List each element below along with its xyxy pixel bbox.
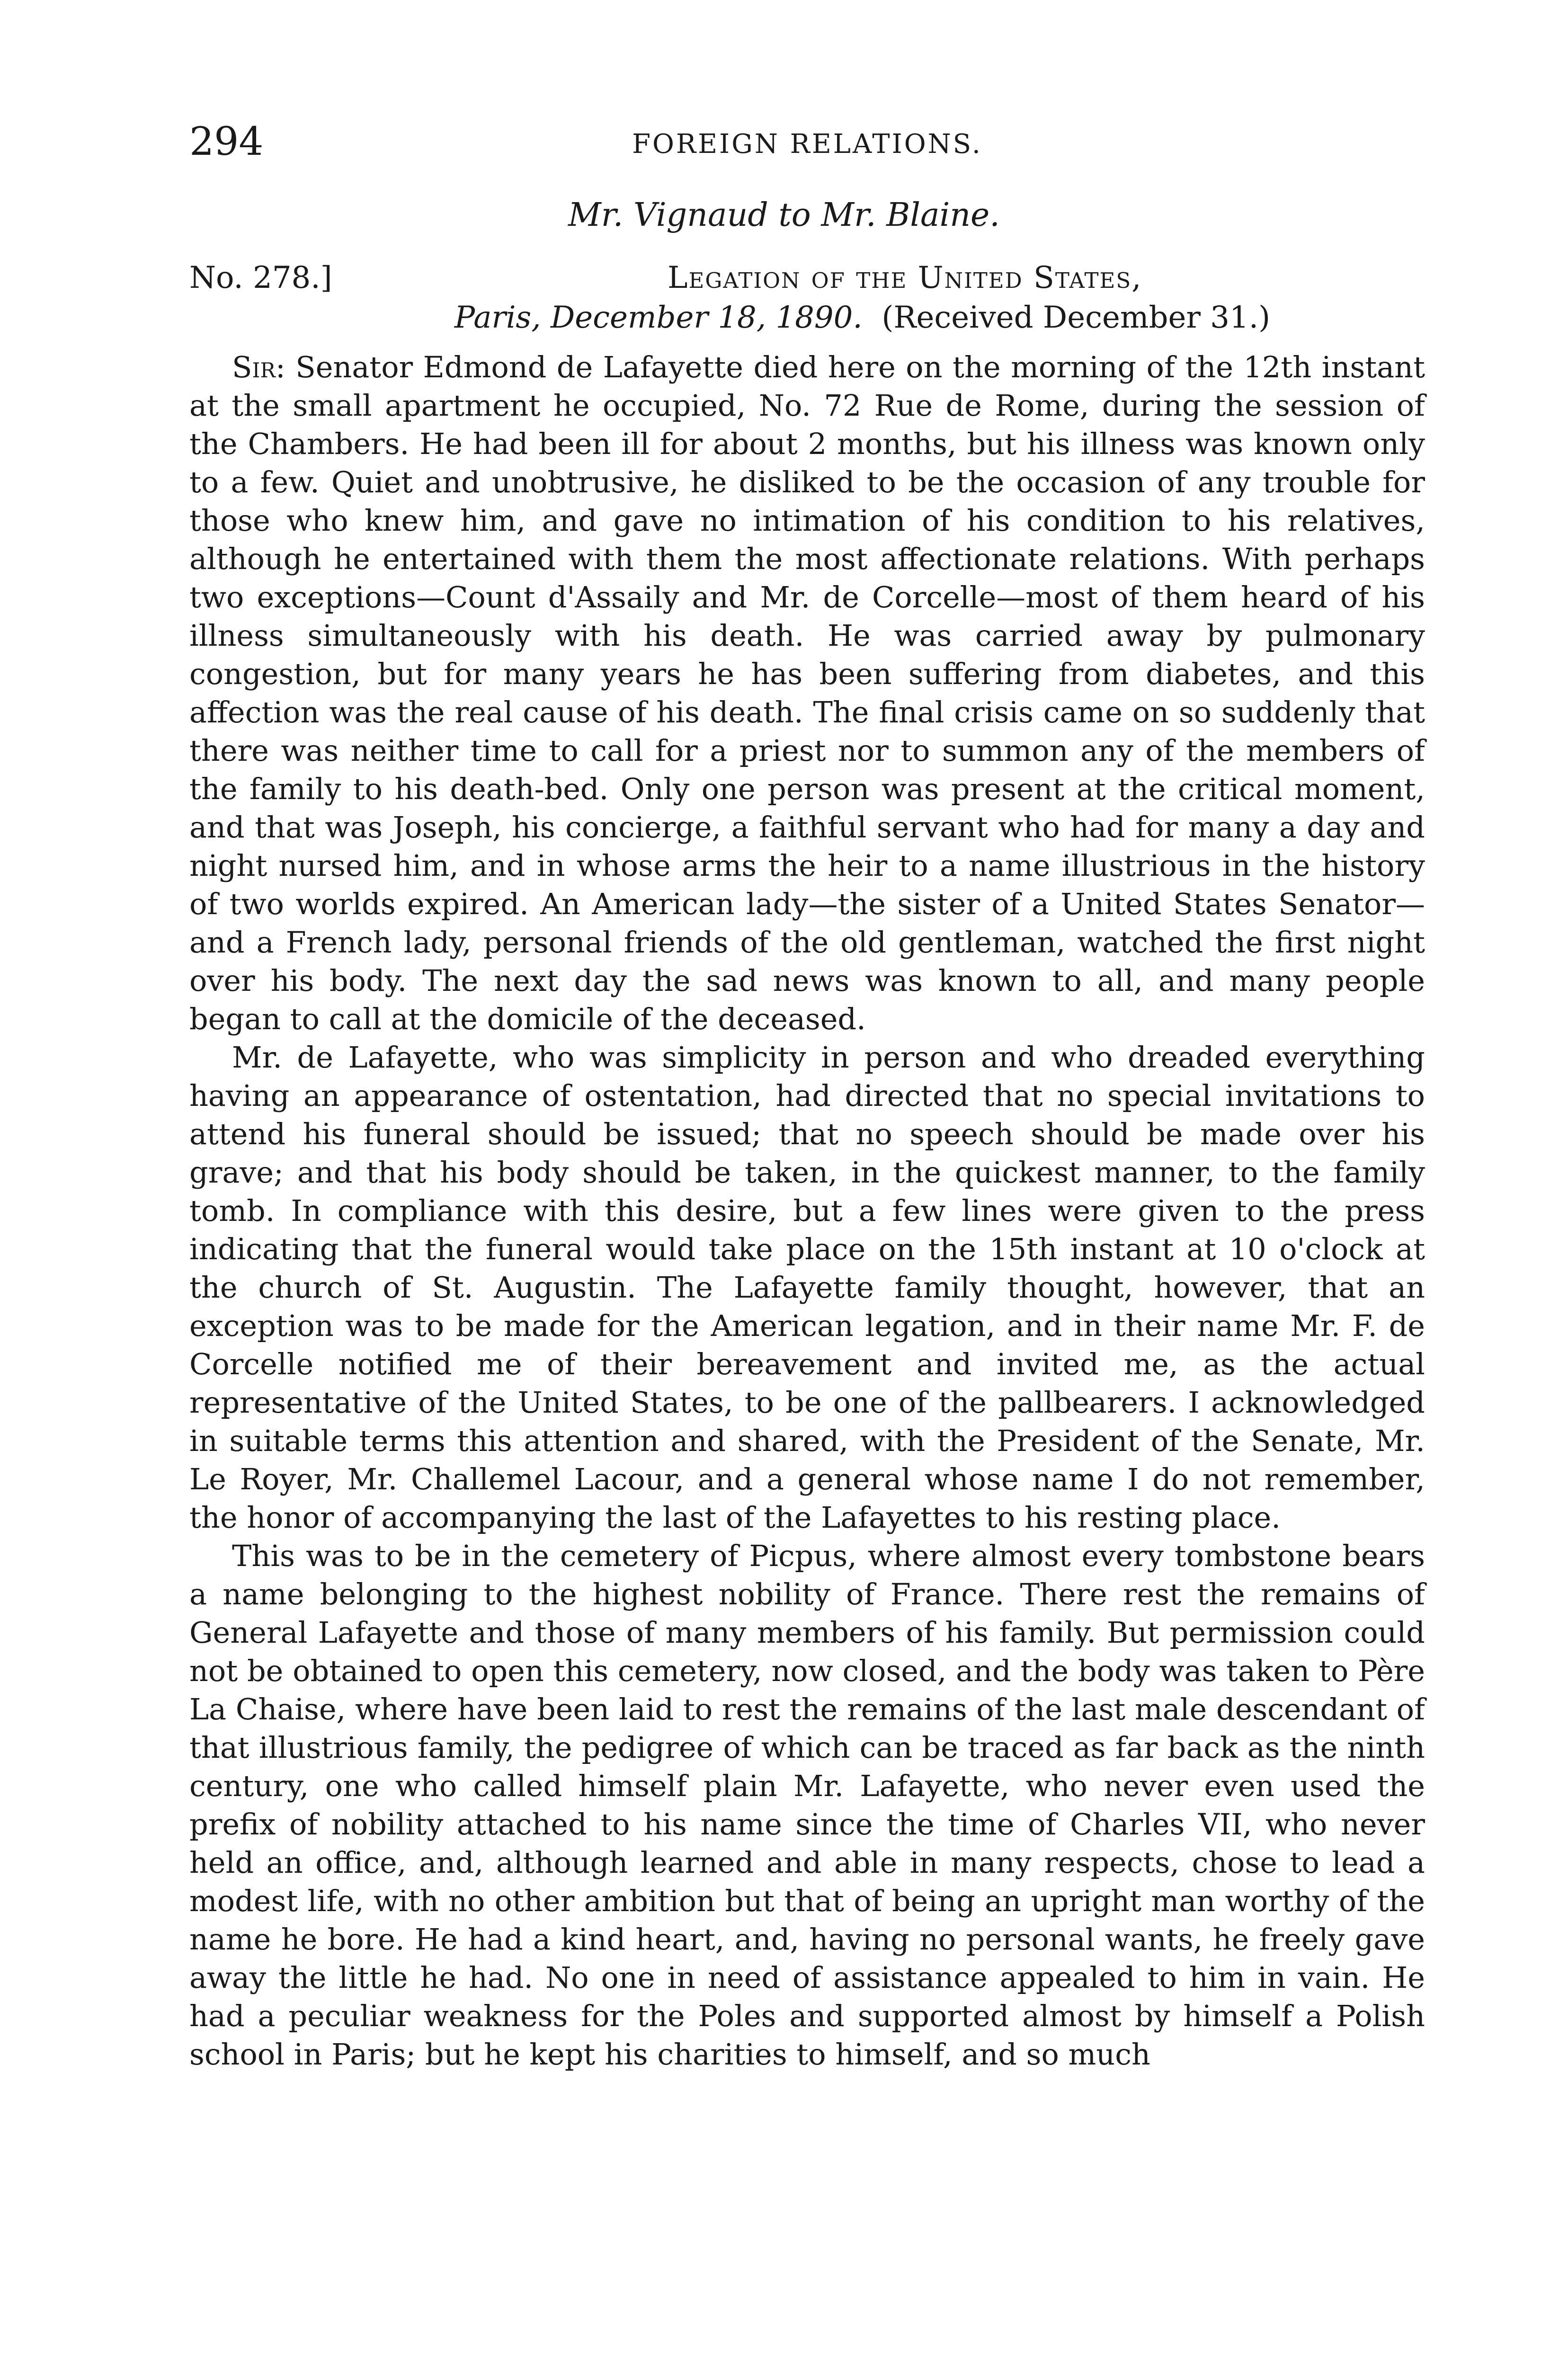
letter-heading: Mr. Vignaud to Mr. Blaine. [568,196,1000,234]
paragraph [189,1537,1425,2073]
paragraph-text: This was to be in the cemetery of Picpus, where almost every tombstone bears a name belonging to the highest nobility of France. There rest the remains of General Lafayette and those of many members of his family. But permission could not be obtained to open this cemetery, now closed, and the body was taken to Père La Chaise, where have been laid to rest the remains of the last male descendant of that illustrious family, the pedigree of which can be traced as far back as the ninth century, one who called himself plain Mr. Lafayette, who never even used the prefix of nobility attached to his name since the time of Charles VII, who never held an office, and, although learned and able in many respects, chose to lead a modest life, with no other ambition but that of being an upright man worthy of the name he bore. He had a kind heart, and, having no personal wants, he freely gave away the little he had. No one in need of assistance appealed to him in vain. He had a peculiar weakness for the Poles and supported almost by himself a Polish school in Paris; but he kept his charities to himself, and so much [189,1539,1425,2072]
running-head [189,118,1425,170]
running-title: FOREIGN RELATIONS. [632,129,982,160]
salutation: Sir: [232,350,285,384]
dateline [189,258,1425,348]
page-number: 294 [189,119,264,164]
paragraph-text: Mr. de Lafayette, who was simplicity in person and who dreaded everything having an appearance of ostentation, had directed that no special invitations to attend his funeral should be issued; that no speech should be made over his grave; and that his body should be taken, in the quickest manner, to the family tomb. In compliance with this desire, but a few lines were given to the press indicating that the funeral would take place on the 15th instant at 10 o'clock at the church of St. Augustin. The Lafayette family thought, however, that an exception was to be made for the American legation, and in their name Mr. F. de Corcelle notified me of their bereavement and invited me, as the actual representative of the United States, to be one of the pallbearers. I acknowledged in suitable terms this attention and shared, with the President of the Senate, Mr. Le Royer, Mr. Challemel Lacour, and a general whose name I do not remember, the honor of accompanying the last of the Lafayettes to his resting place. [189,1040,1425,1535]
paragraph [189,348,1425,1038]
received-date: (Received December 31.) [882,300,1271,335]
paragraph [189,1038,1425,1537]
place-date-line [454,298,1270,338]
letter-body [189,348,1425,2073]
place-date: Paris, December 18, 1890. [454,300,863,335]
legation-line: Legation of the United States, [668,260,1142,295]
document-number: No. 278.] [189,260,332,295]
paragraph-text: Senator Edmond de Lafayette died here on the morning of the 12th instant at the small apartment he occupied, No. 72 Rue de Rome, during the session of the Chambers. He had been ill for about 2 months, but his illness was known only to a few. Quiet and unobtrusive, he disliked to be the occasion of any trouble for those who knew him, and gave no intimation of his condition to his relatives, although he entertained with them the most affectionate relations. With perhaps two exceptions—Count d'Assaily and Mr. de Corcelle—most of them heard of his illness simultaneously with his death. He was carried away by pulmonary congestion, but for many years he has been suffering from diabetes, and this affection was the real cause of his death. The final crisis came on so suddenly that there was neither time to call for a priest nor to summon any of the members of the family to his death-bed. Only one person was present at the critical moment, and that was Joseph, his concierge, a faithful servant who had for many a day and night nursed him, and in whose arms the heir to a name illustrious in the history of two worlds expired. An American lady—the sister of a United States Senator—and a French lady, personal friends of the old gentleman, watched the first night over his body. The next day the sad news was known to all, and many people began to call at the domicile of the deceased. [189,350,1425,1036]
